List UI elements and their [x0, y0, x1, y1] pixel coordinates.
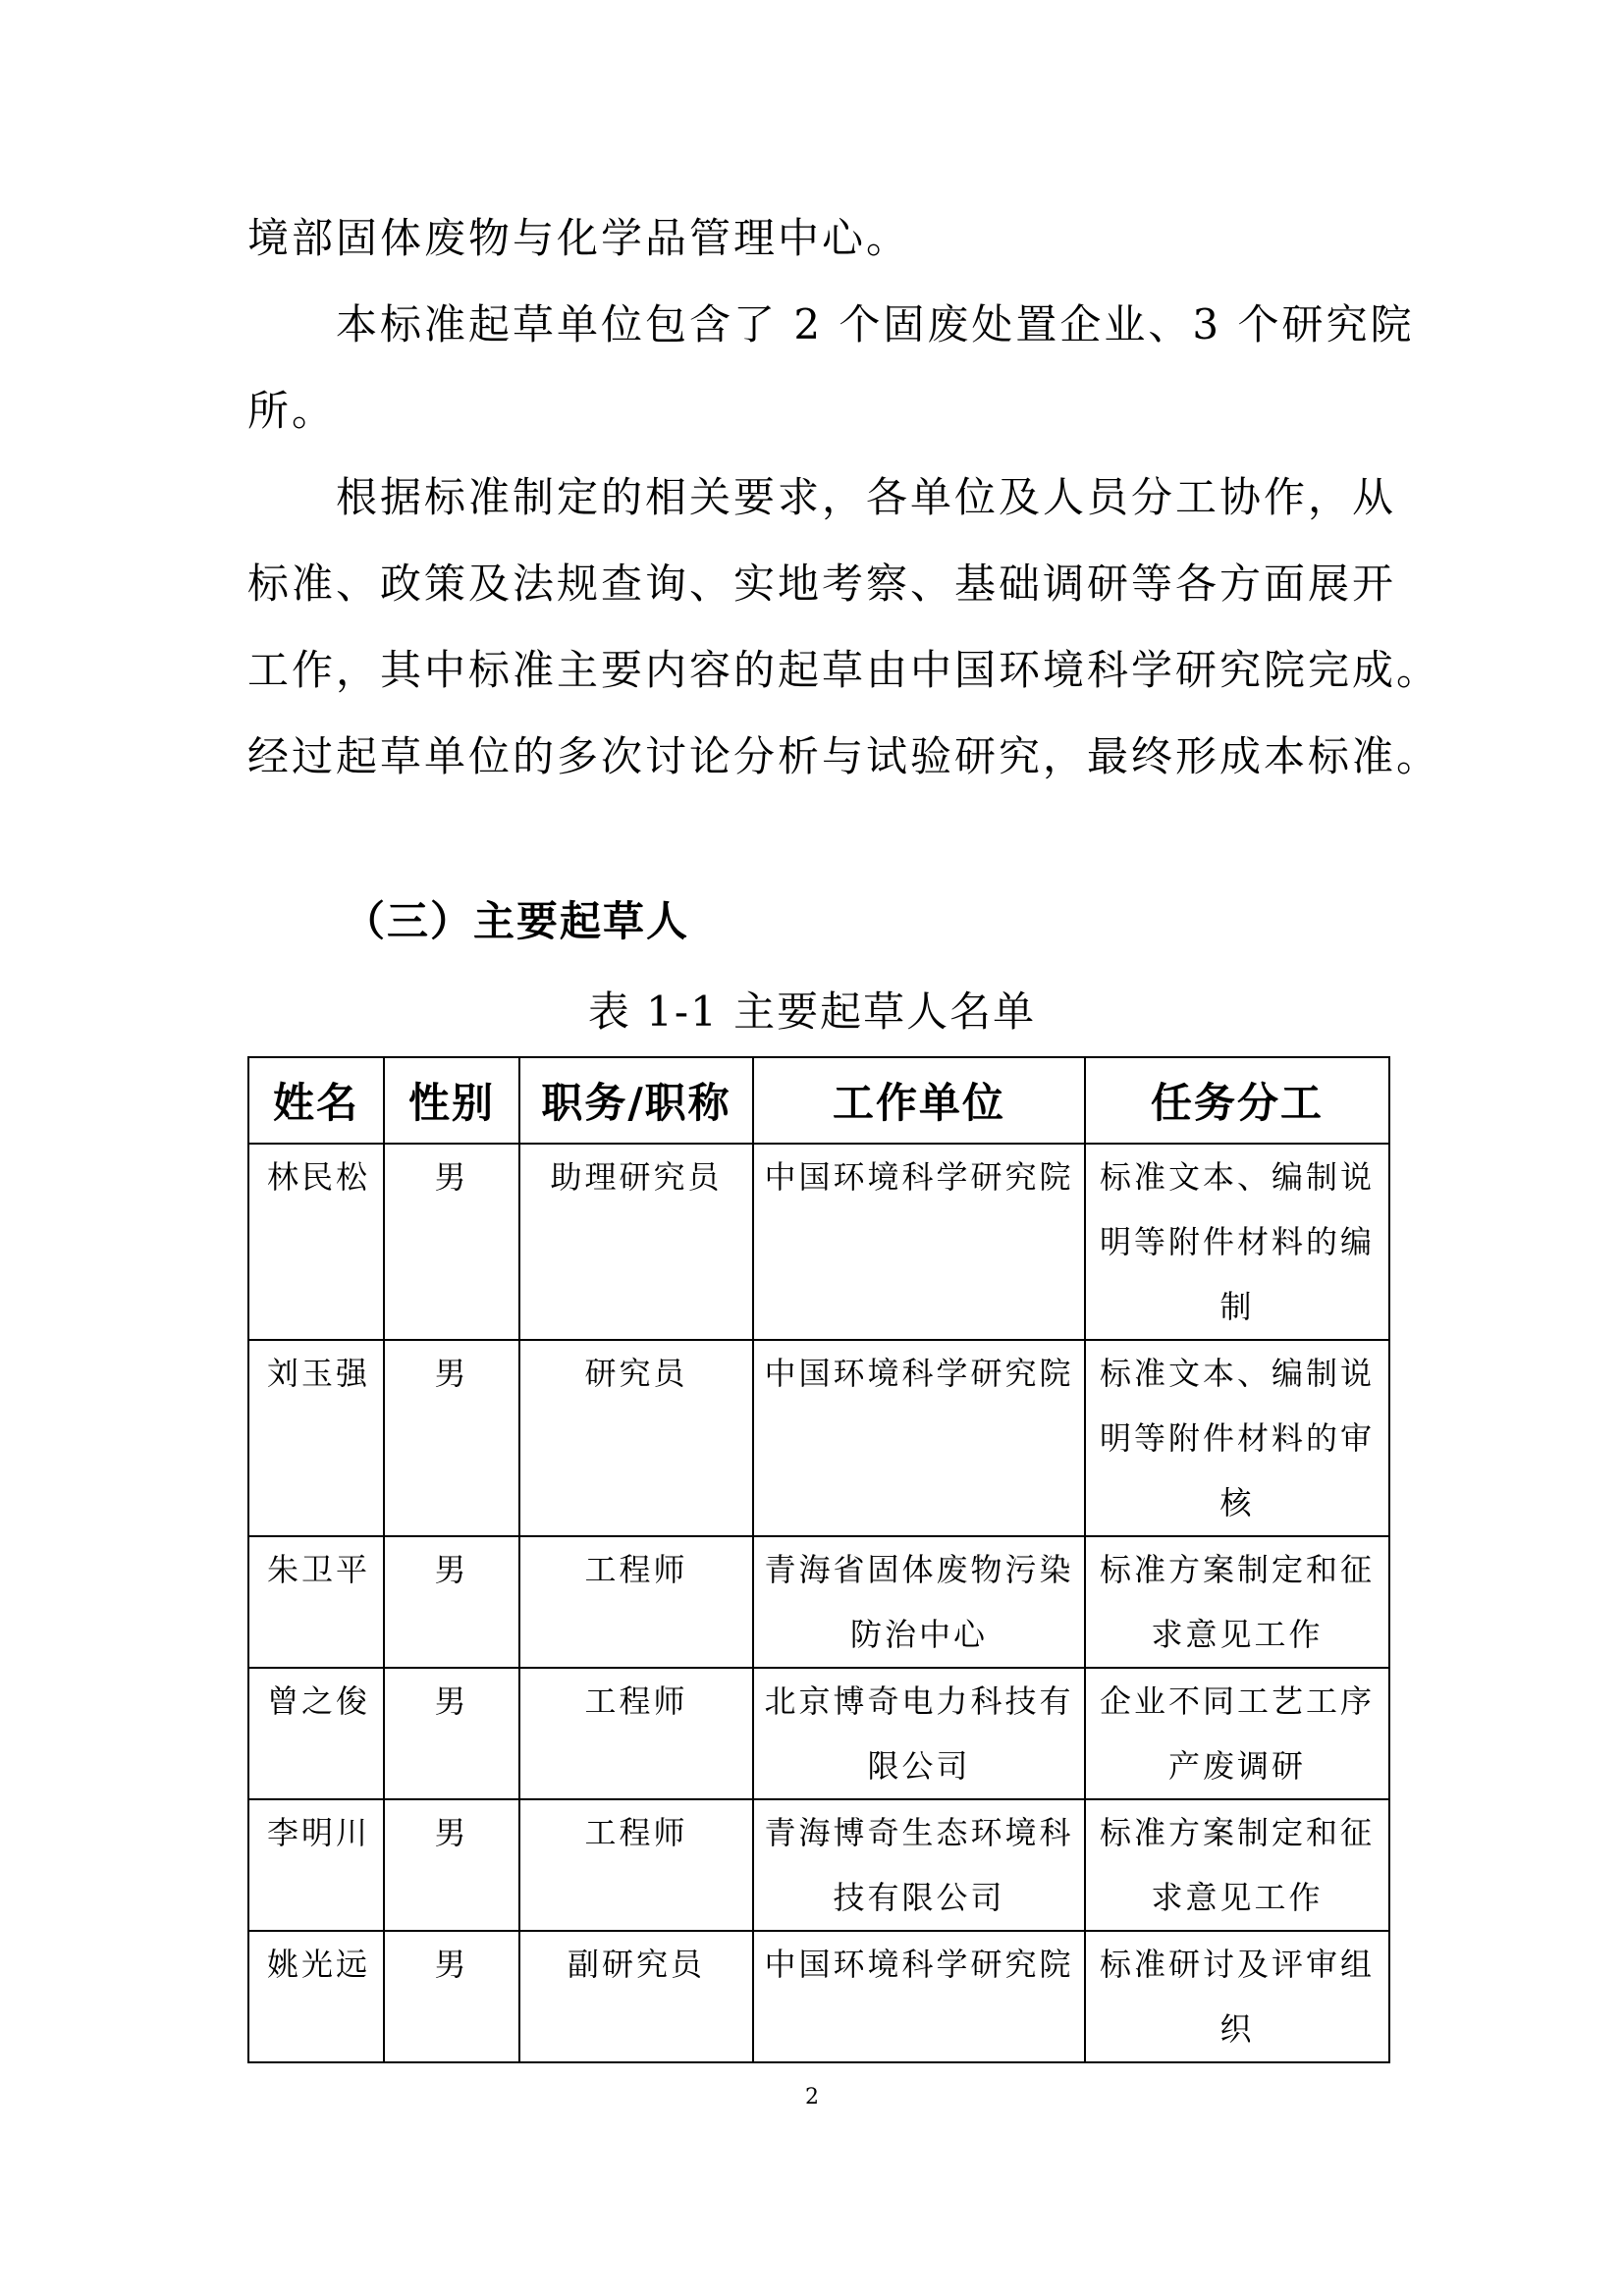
cell-title: 副研究员	[519, 1931, 753, 2062]
page-number: 2	[805, 2085, 819, 2109]
table-header-row	[248, 1057, 1389, 1144]
body-line: 标准、政策及法规查询、实地考察、基础调研等各方面展开	[247, 560, 1397, 608]
cell-task: 标准文本、编制说明等附件材料的编制	[1085, 1144, 1389, 1340]
cell-gender: 男	[384, 1340, 519, 1536]
cell-title: 工程师	[519, 1799, 753, 1931]
table-caption: 表 1-1 主要起草人名单	[587, 988, 1037, 1036]
body-line: 经过起草单位的多次讨论分析与试验研究，最终形成本标准。	[247, 732, 1441, 780]
cell-task: 标准方案制定和征求意见工作	[1085, 1799, 1389, 1931]
cell-gender: 男	[384, 1144, 519, 1340]
cell-gender: 男	[384, 1931, 519, 2062]
table-row	[248, 1668, 1389, 1799]
header-name: 姓名	[248, 1057, 384, 1144]
header-gender: 性别	[384, 1057, 519, 1144]
table-row	[248, 1340, 1389, 1536]
cell-name: 李明川	[248, 1799, 384, 1931]
body-line: 所。	[247, 387, 337, 435]
cell-task: 标准方案制定和征求意见工作	[1085, 1536, 1389, 1668]
cell-name: 姚光远	[248, 1931, 384, 2062]
cell-title: 工程师	[519, 1536, 753, 1668]
header-title: 职务/职称	[519, 1057, 753, 1144]
table-row	[248, 1144, 1389, 1340]
cell-name: 曾之俊	[248, 1668, 384, 1799]
cell-title: 助理研究员	[519, 1144, 753, 1340]
cell-gender: 男	[384, 1799, 519, 1931]
cell-name: 刘玉强	[248, 1340, 384, 1536]
table-row	[248, 1799, 1389, 1931]
cell-org: 中国环境科学研究院	[753, 1340, 1085, 1536]
table-row	[248, 1536, 1389, 1668]
body-line: 工作，其中标准主要内容的起草由中国环境科学研究院完成。	[247, 646, 1441, 694]
cell-org: 青海省固体废物污染防治中心	[753, 1536, 1085, 1668]
cell-task: 标准文本、编制说明等附件材料的审核	[1085, 1340, 1389, 1536]
cell-name: 林民松	[248, 1144, 384, 1340]
section-heading: （三）主要起草人	[344, 897, 690, 945]
cell-org: 中国环境科学研究院	[753, 1144, 1085, 1340]
cell-title: 研究员	[519, 1340, 753, 1536]
cell-org: 北京博奇电力科技有限公司	[753, 1668, 1085, 1799]
cell-name: 朱卫平	[248, 1536, 384, 1668]
cell-task: 标准研讨及评审组织	[1085, 1931, 1389, 2062]
cell-org: 青海博奇生态环境科技有限公司	[753, 1799, 1085, 1931]
table-row	[248, 1931, 1389, 2062]
body-line: 根据标准制定的相关要求，各单位及人员分工协作，从	[336, 473, 1397, 521]
cell-org: 中国环境科学研究院	[753, 1931, 1085, 2062]
cell-gender: 男	[384, 1668, 519, 1799]
cell-task: 企业不同工艺工序产废调研	[1085, 1668, 1389, 1799]
header-task: 任务分工	[1085, 1057, 1389, 1144]
cell-title: 工程师	[519, 1668, 753, 1799]
body-line: 境部固体废物与化学品管理中心。	[247, 214, 911, 262]
cell-gender: 男	[384, 1536, 519, 1668]
body-line: 本标准起草单位包含了 2 个固废处置企业、3 个研究院	[336, 300, 1415, 348]
drafters-table	[247, 1056, 1390, 2063]
header-org: 工作单位	[753, 1057, 1085, 1144]
